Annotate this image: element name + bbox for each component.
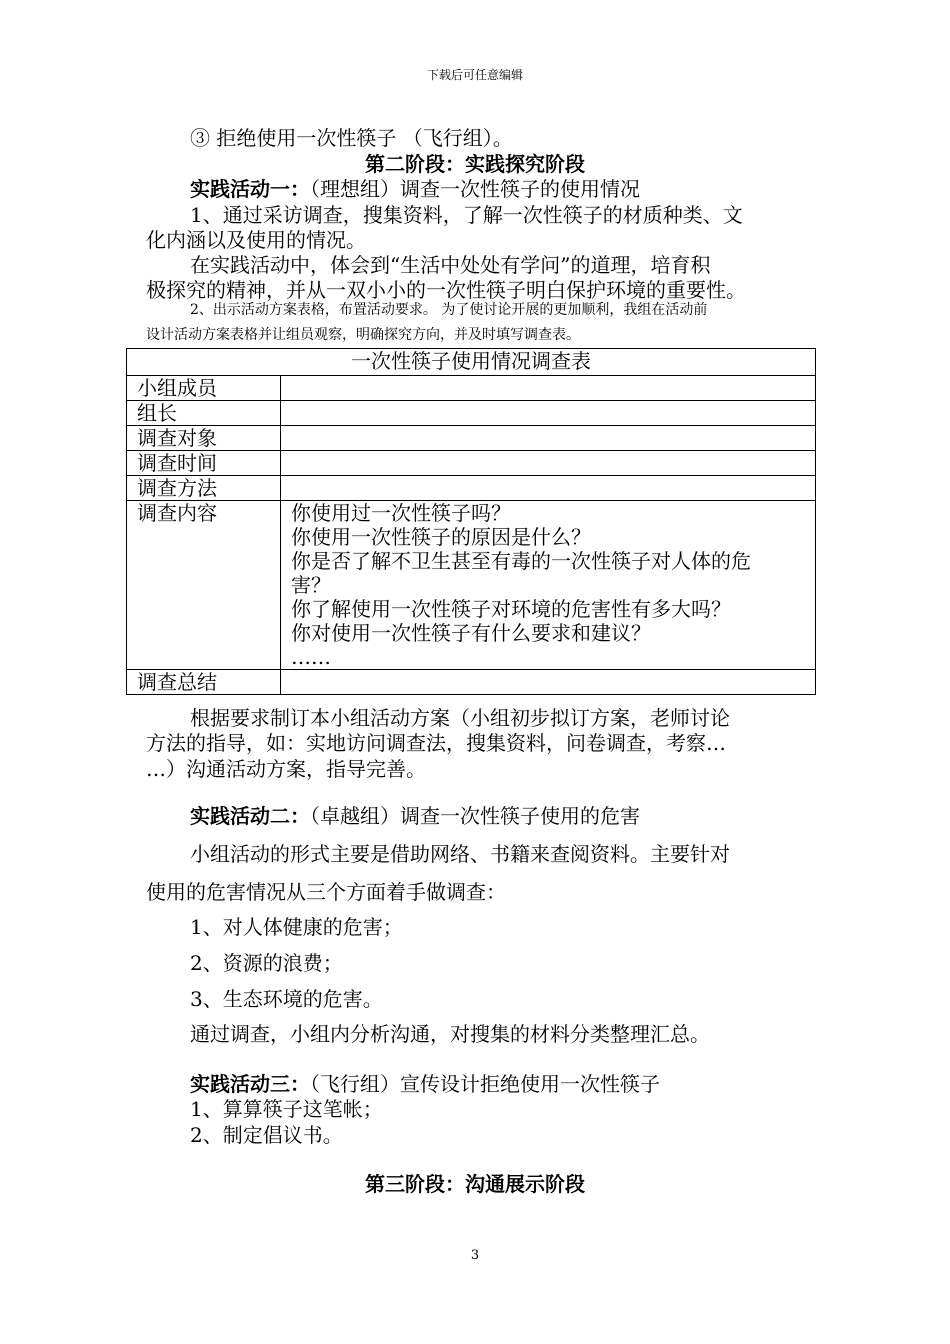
activity3-label: 实践活动三： — [190, 1072, 310, 1096]
table-row — [127, 451, 816, 476]
row-label: 调查时间 — [127, 451, 281, 476]
row-label: 小组成员 — [127, 376, 281, 401]
row-value — [281, 476, 816, 501]
table-row — [127, 501, 816, 670]
content-cell — [281, 501, 816, 670]
row-label: 调查总结 — [127, 670, 281, 695]
content-line: 你使用过一次性筷子吗？ — [291, 501, 511, 525]
row-value — [281, 426, 816, 451]
list-item: 2、制定倡议书。 — [190, 1123, 343, 1147]
list-item: 1、算算筷子这笔帐； — [190, 1097, 383, 1121]
activity2-label: 实践活动二： — [190, 804, 310, 828]
activity1-title: （理想组）调查一次性筷子的使用情况 — [310, 177, 640, 201]
paragraph-line: 通过调查，小组内分析沟通，对搜集的材料分类整理汇总。 — [190, 1022, 710, 1046]
paragraph-line: 设计活动方案表格并让组员观察，明确探究方向，并及时填写调查表。 — [146, 327, 580, 343]
stage2-heading: 第二阶段：实践探究阶段 — [365, 152, 585, 176]
paragraph-line: 在实践活动中，体会到“生活中处处有学问”的道理，培育积 — [190, 253, 711, 277]
paragraph-line: 小组活动的形式主要是借助网络、书籍来查阅资料。主要针对 — [190, 842, 730, 866]
activity2-title: （卓越组）调查一次性筷子使用的危害 — [310, 804, 640, 828]
paragraph-line: 方法的指导，如：实地访问调查法，搜集资料，问卷调查，考察… — [146, 731, 726, 755]
page-header: 下载后可任意编辑 — [426, 68, 523, 82]
paragraph-line: 1、通过采访调查，搜集资料，了解一次性筷子的材质种类、文 — [190, 203, 743, 227]
paragraph-line: …）沟通活动方案，指导完善。 — [146, 757, 426, 781]
survey-table — [126, 348, 816, 695]
activity2-heading — [190, 804, 640, 828]
row-label: 组长 — [127, 401, 281, 426]
table-row — [127, 426, 816, 451]
content-line: 你使用一次性筷子的原因是什么？ — [291, 525, 591, 549]
table-title: 一次性筷子使用情况调查表 — [127, 349, 816, 376]
table-row — [127, 670, 816, 695]
activity1-heading — [190, 177, 640, 201]
row-value — [281, 451, 816, 476]
list-item: 3、生态环境的危害。 — [190, 987, 383, 1011]
paragraph-line: 极探究的精神，并从一双小小的一次性筷子明白保护环境的重要性。 — [146, 278, 746, 302]
paragraph-line: 化内涵以及使用的情况。 — [146, 228, 366, 252]
stage3-heading: 第三阶段：沟通展示阶段 — [365, 1172, 585, 1196]
content-line: 你是否了解不卫生甚至有毒的一次性筷子对人体的危 — [291, 549, 751, 573]
table-row — [127, 401, 816, 426]
activity3-heading — [190, 1072, 660, 1096]
paragraph-line: 2、出示活动方案表格，布置活动要求。 为了使讨论开展的更加顺利，我组在活动前 — [190, 302, 708, 318]
list-item: 2、资源的浪费； — [190, 951, 343, 975]
activity1-label: 实践活动一： — [190, 177, 310, 201]
refuse-line: ③ 拒绝使用一次性筷子 （飞行组）。 — [190, 126, 513, 150]
activity3-title: （飞行组）宣传设计拒绝使用一次性筷子 — [310, 1072, 660, 1096]
row-label: 调查对象 — [127, 426, 281, 451]
row-label: 调查内容 — [127, 501, 281, 670]
row-value — [281, 401, 816, 426]
row-value — [281, 670, 816, 695]
content-line: …… — [291, 645, 331, 669]
content-line: 你了解使用一次性筷子对环境的危害性有多大吗？ — [291, 597, 731, 621]
content-line: 你对使用一次性筷子有什么要求和建议？ — [291, 621, 651, 645]
page-number: 3 — [470, 1248, 480, 1263]
row-value — [281, 376, 816, 401]
row-label: 调查方法 — [127, 476, 281, 501]
table-row — [127, 476, 816, 501]
paragraph-line: 使用的危害情况从三个方面着手做调查： — [146, 880, 506, 904]
paragraph-line: 根据要求制订本小组活动方案（小组初步拟订方案，老师讨论 — [190, 706, 730, 730]
list-item: 1、对人体健康的危害； — [190, 915, 403, 939]
content-line: 害？ — [291, 573, 331, 597]
table-row — [127, 376, 816, 401]
